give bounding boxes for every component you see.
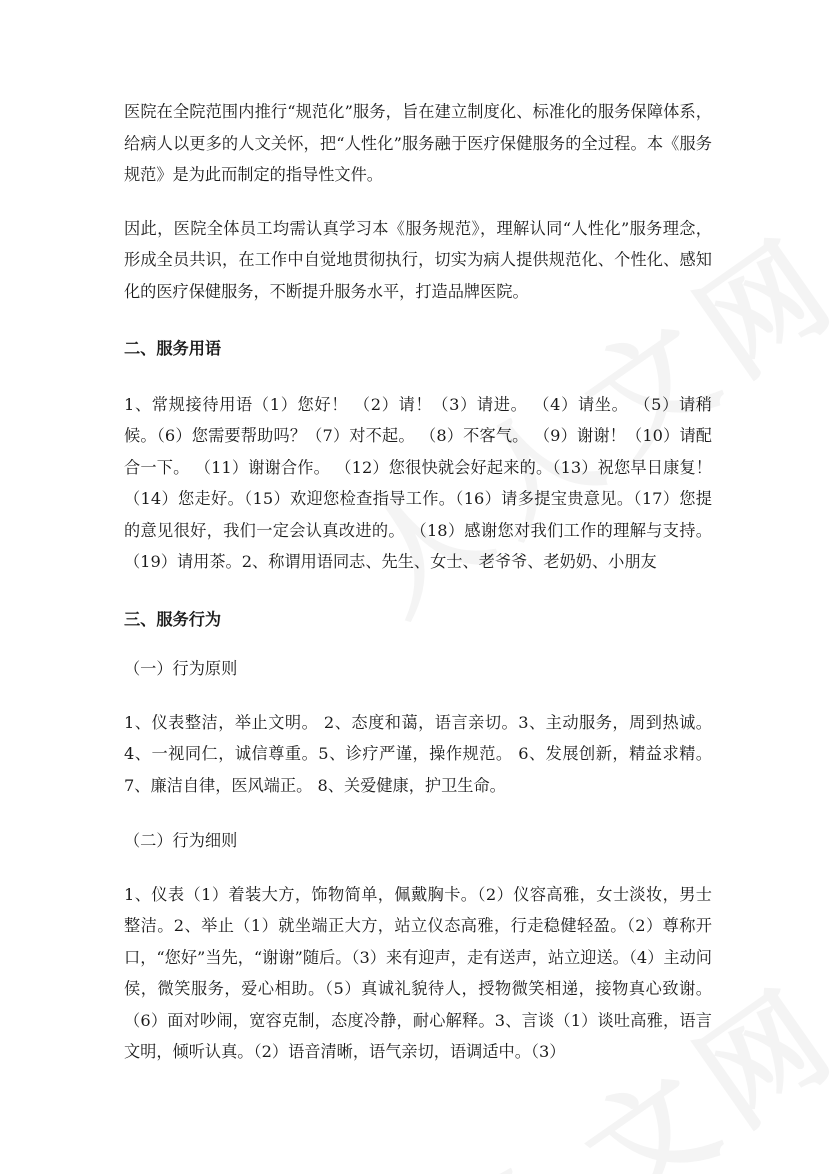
section-heading-service-terms: 二、服务用语: [124, 339, 222, 358]
therefore-paragraph: 因此，医院全体员工均需认真学习本《服务规范》，理解认同“人性化”服务理念，形成全员共识，在工作中自觉地贯彻执行，切实为病人提供规范化、个性化、感知化的医疗保健服务，不断提升服务水平，打造品牌医院。: [124, 218, 712, 301]
intro-paragraph: 医院在全院范围内推行“规范化”服务，旨在建立制度化、标准化的服务保障体系，给病人以更多的人文关怀，把“人性化”服务融于医疗保健服务的全过程。本《服务规范》是为此而制定的指导性文件。: [124, 102, 712, 184]
section-heading-service-behavior: 三、服务行为: [124, 609, 222, 629]
principles-paragraph: 1、仪表整洁，举止文明。 2、态度和蔼，语言亲切。3、主动服务，周到热诚。4、一视同仁，诚信尊重。5、诊疗严谨，操作规范。 6、发展创新，精益求精。7、廉洁自律，医风端正。 8、关爱健康，护卫生命。: [124, 712, 712, 795]
service-terms-paragraph: 1、常规接待用语（1）您好！ （2）请！（3）请进。 （4）请坐。 （5）请稍候。（6）您需要帮助吗？（7）对不起。 （8）不客气。 （9）谢谢！（10）请配合一下。 （11）谢谢合作。 （12）您很快就会好起来的。（13）祝您早日康复！（14）您走好。（15）欢迎您检查指导工作。（16）请多提宝贵意见。（17）您提的意见很好，我们一定会认真改进的。 （18）感谢您对我们工作的理解与支持。 （19）请用茶。2、称谓用语同志、先生、女士、老爷爷、老奶奶、小朋友: [124, 394, 712, 571]
subheading-principles: （一）行为原则: [124, 659, 238, 678]
document-body: [124, 96, 712, 1068]
details-paragraph: 1、仪表（1）着装大方，饰物简单，佩戴胸卡。（2）仪容高雅，女士淡妆，男士整洁。2、举止（1）就坐端正大方，站立仪态高雅，行走稳健轻盈。（2）尊称开口，“您好”当先，“谢谢”随后。（3）来有迎声，走有送声，站立迎送。（4）主动问侯，微笑服务，爱心相助。（5）真诚礼貌待人，授物微笑相递，接物真心致谢。（6）面对吵闹，宽容克制，态度冷静，耐心解释。3、言谈（1）谈吐高雅，语言文明，倾听认真。（2）语音清晰，语气亲切，语调适中。（3）: [124, 884, 712, 1061]
subheading-details: （二）行为细则: [124, 831, 238, 850]
